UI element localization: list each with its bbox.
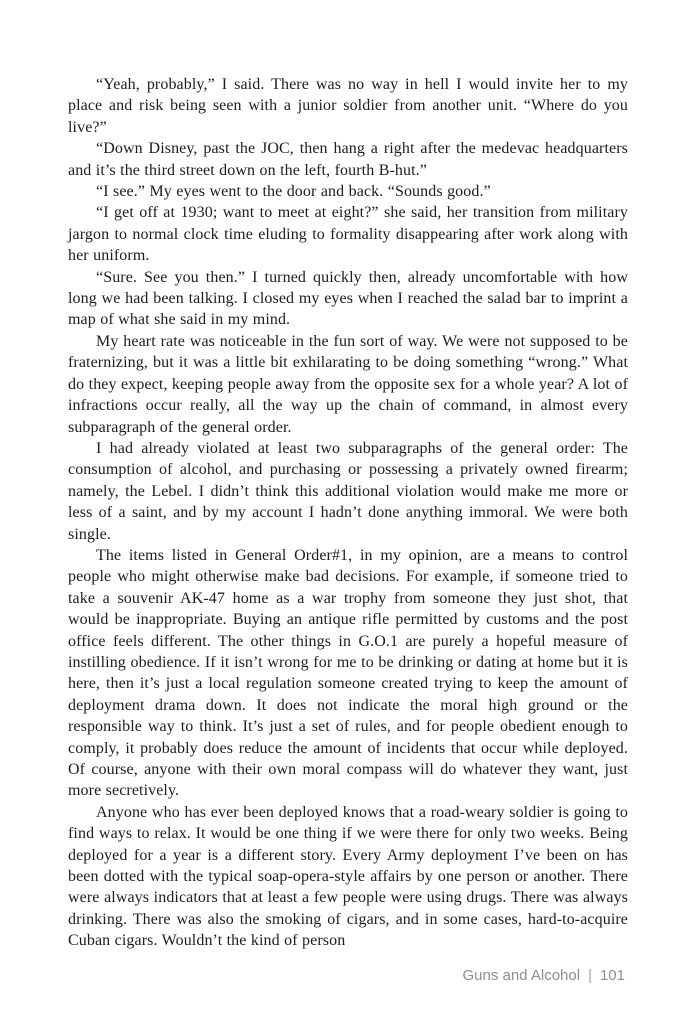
page-text [68, 74, 628, 952]
footer-separator: | [588, 967, 592, 984]
paragraph: I had already violated at least two subparagraphs of the general order: The consumption of alcohol, and purchasing or possessing a privately owned firearm; namely, the Lebel. I didn’t think this additional violation would make me more or less of a saint, and by my account I hadn’t done anything immoral. We were both single. [68, 439, 628, 543]
paragraph: Anyone who has ever been deployed knows that a road-weary soldier is going to find ways to relax. It would be one thing if we were there for only two weeks. Being deployed for a year is a different story. Every Army deployment I’ve been on has been dotted with the typical soap-opera-style affairs by one person or another. There were always indicators that at least a few people were using drugs. There was always drinking. There was also the smoking of cigars, and in some cases, hard-to-acquire Cuban cigars. Wouldn’t the kind of person [68, 803, 628, 950]
page-number: 101 [599, 967, 625, 984]
paragraph: “Down Disney, past the JOC, then hang a right after the medevac headquarters and it’s the third street down on the left, fourth B-hut.” [68, 140, 628, 179]
paragraph: “I see.” My eyes went to the door and back. “Sounds good.” [96, 183, 491, 201]
paragraph: My heart rate was noticeable in the fun sort of way. We were not supposed to be fraternizing, but it was a little bit exhilarating to be doing something “wrong.” What do they expect, keeping people away from the opposite sex for a whole year? A lot of infractions occur really, all the way up the chain of command, in almost every subparagraph of the general order. [68, 332, 628, 436]
page-footer [462, 967, 625, 984]
paragraph: The items listed in General Order#1, in my opinion, are a means to control people who might otherwise make bad decisions. For example, if someone tried to take a souvenir AK-47 home as a war trophy from someone they just shot, that would be inappropriate. Buying an antique rifle permitted by customs and the post office feels different. The other things in G.O.1 are purely a hopeful measure of instilling obedience. If it isn’t wrong for me to be drinking or dating at home but it is here, then it’s just a local regulation someone created trying to keep the amount of deployment drama down. It does not indicate the moral high ground or the responsible way to think. It’s just a set of rules, and for people obedient enough to comply, it probably does reduce the amount of incidents that occur while deployed. Of course, anyone with their own moral compass will do whatever they want, just more secretively. [68, 546, 628, 800]
paragraph: “Sure. See you then.” I turned quickly then, already uncomfortable with how long we had been talking. I closed my eyes when I reached the salad bar to imprint a map of what she said in my mind. [68, 268, 628, 329]
paragraph: “Yeah, probably,” I said. There was no way in hell I would invite her to my place and risk being seen with a junior soldier from another unit. “Where do you live?” [68, 76, 628, 136]
paragraph: “I get off at 1930; want to meet at eight?” she said, her transition from military jargon to normal clock time eluding to formality disappearing after work along with her uniform. [68, 204, 628, 265]
chapter-title: Guns and Alcohol [462, 967, 581, 984]
